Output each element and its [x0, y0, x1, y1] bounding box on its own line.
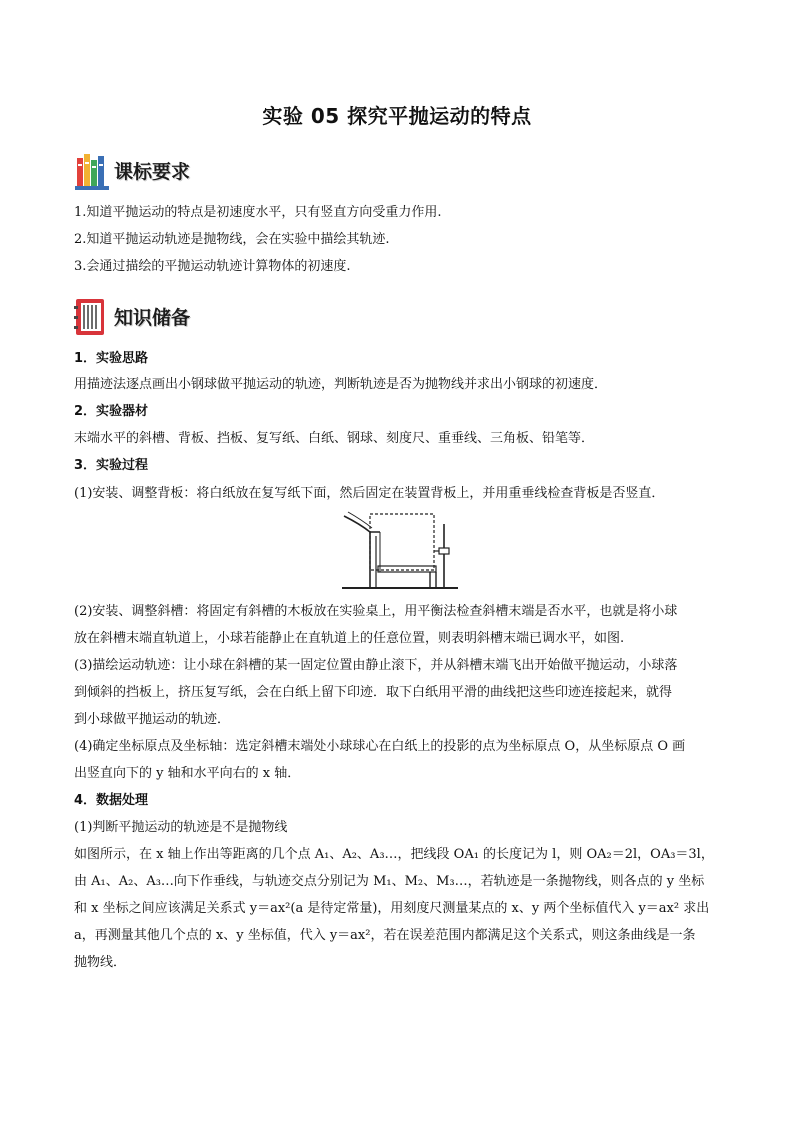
subheading: 2．实验器材	[74, 404, 149, 419]
paragraph: 由 A₁、A₂、A₃…向下作垂线，与轨迹交点分别记为 M₁、M₂、M₃…，若轨迹是一条抛物线，则各点的 y 坐标	[74, 874, 705, 889]
books-icon	[72, 150, 112, 192]
subheading: 3．实验过程	[74, 458, 149, 473]
paragraph: 用描迹法逐点画出小钢球做平抛运动的轨迹，判断轨迹是否为抛物线并求出小钢球的初速度．	[74, 377, 608, 392]
subheading: 1．实验思路	[74, 351, 149, 366]
paragraph: (2)安装、调整斜槽：将固定有斜槽的木板放在实验桌上，用平衡法检查斜槽末端是否水平，也就是将小球	[74, 604, 678, 619]
paragraph: (4)确定坐标原点及坐标轴：选定斜槽末端处小球球心在白纸上的投影的点为坐标原点 O，从坐标原点 O 画	[74, 739, 686, 754]
section-heading-curriculum	[72, 150, 212, 194]
subheading: 4．数据处理	[74, 793, 149, 808]
paragraph: 到倾斜的挡板上，挤压复写纸，会在白纸上留下印迹．取下白纸用平滑的曲线把这些印迹连接起来，就得	[74, 685, 673, 700]
section-heading-label: 课标要求	[114, 161, 191, 183]
notebook-icon	[72, 296, 112, 338]
list-item: 2.知道平抛运动轨迹是抛物线，会在实验中描绘其轨迹.	[74, 232, 390, 247]
list-item: 1.知道平抛运动的特点是初速度水平，只有竖直方向受重力作用.	[74, 205, 442, 220]
paragraph: 末端水平的斜槽、背板、挡板、复写纸、白纸、钢球、刻度尺、重垂线、三角板、铅笔等．	[74, 431, 595, 446]
paragraph: 和 x 坐标之间应该满足关系式 y＝ax²(a 是待定常量)，用刻度尺测量某点的 x、y 两个坐标值代入 y＝ax² 求出	[74, 901, 710, 916]
paragraph: 出竖直向下的 y 轴和水平向右的 x 轴．	[74, 766, 301, 781]
paragraph: 到小球做平抛运动的轨迹．	[74, 712, 231, 727]
paragraph: 放在斜槽末端直轨道上，小球若能静止在直轨道上的任意位置，则表明斜槽末端已调水平，如图.	[74, 631, 625, 646]
paragraph: (1)安装、调整背板：将白纸放在复写纸下面，然后固定在装置背板上，并用重垂线检查背板是否竖直．	[74, 486, 665, 501]
page-title: 实验 05 探究平抛运动的特点	[262, 104, 532, 128]
paragraph: 抛物线．	[74, 955, 127, 970]
section-heading-knowledge	[72, 296, 212, 340]
list-item: 3.会通过描绘的平抛运动轨迹计算物体的初速度.	[74, 259, 351, 274]
paragraph: (3)描绘运动轨迹：让小球在斜槽的某一固定位置由静止滚下，并从斜槽末端飞出开始做平抛运动，小球落	[74, 658, 678, 673]
apparatus-figure	[340, 510, 460, 594]
paragraph: a，再测量其他几个点的 x、y 坐标值，代入 y＝ax²，若在误差范围内都满足这个关系式，则这条曲线是一条	[74, 928, 696, 943]
paragraph: (1)判断平抛运动的轨迹是不是抛物线	[74, 820, 288, 835]
section-heading-label: 知识储备	[114, 307, 191, 329]
paragraph: 如图所示，在 x 轴上作出等距离的几个点 A₁、A₂、A₃…，把线段 OA₁ 的长度记为 l，则 OA₂＝2l，OA₃＝3l，	[74, 847, 714, 862]
